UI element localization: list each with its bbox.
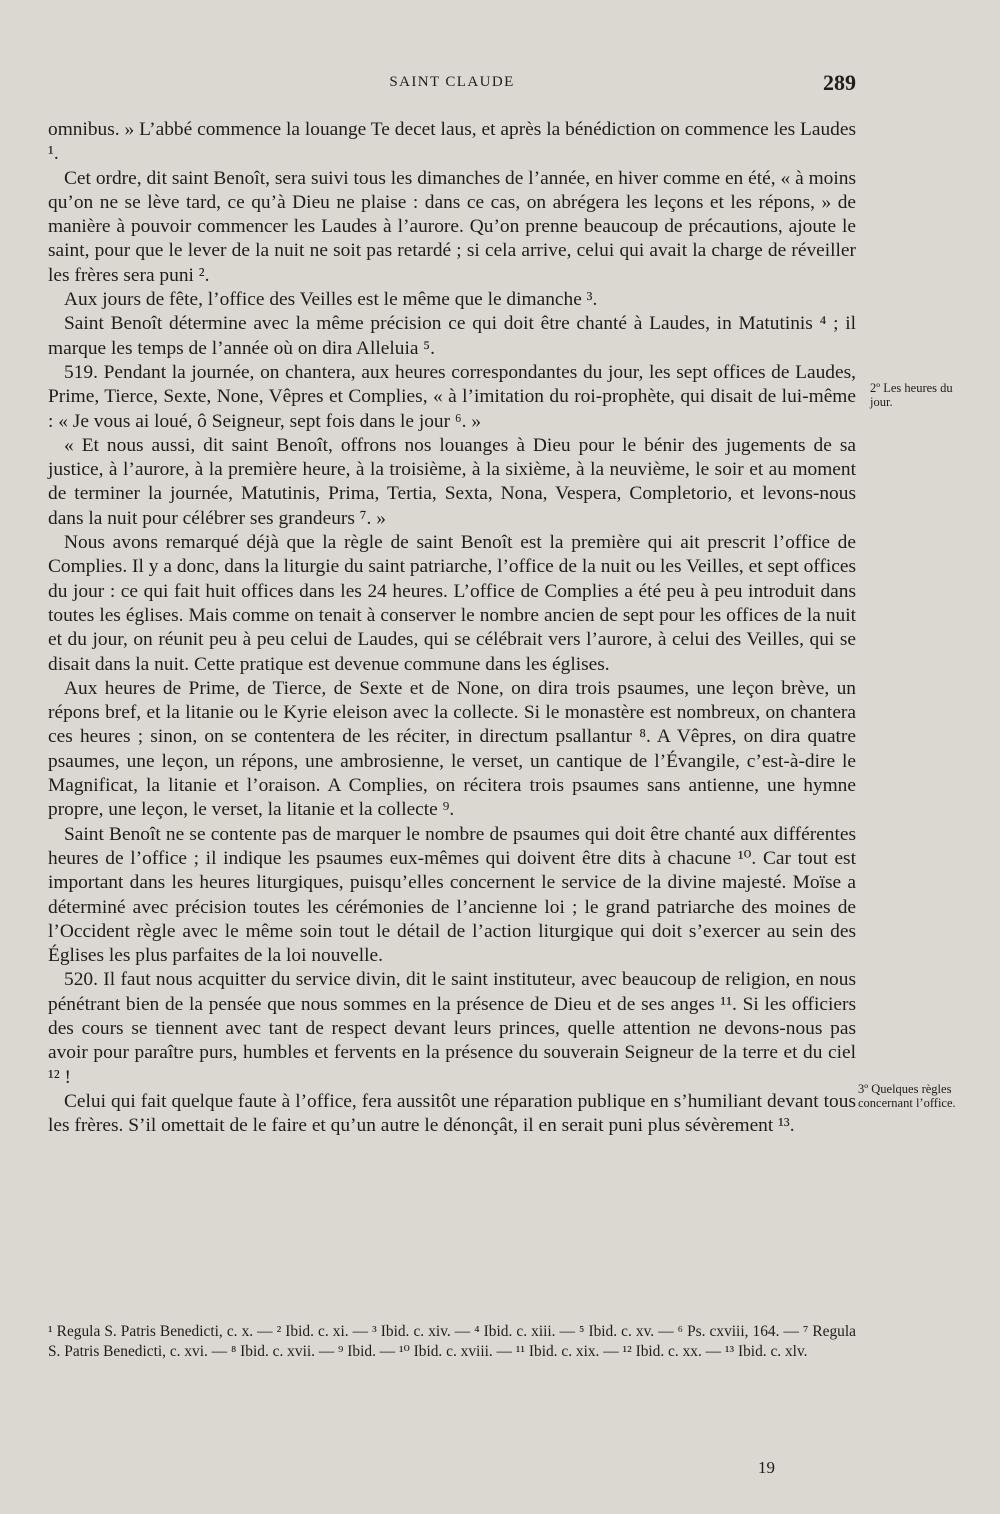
paragraph: Cet ordre, dit saint Benoît, sera suivi tous les dimanches de l’année, en hiver comme en été, « à moins qu’on ne se lève tard, ce qu’à Dieu ne plaise : dans ce cas, on abrégera les leçons et les répons, » de manière à pouvoir commencer les Laudes à l’aurore. Qu’on prenne beaucoup de précautions, ajoute le saint, pour que le lever de la nuit ne soit pas retardé ; si cela arrive, celui qui avait la charge de réveiller les frères sera puni ². <box>48 167 856 286</box>
footnotes <box>48 1322 856 1362</box>
page-number: 289 <box>823 70 856 95</box>
running-head: SAINT CLAUDE <box>389 74 515 90</box>
paragraph: Aux heures de Prime, de Tierce, de Sexte et de None, on dira trois psaumes, une leçon brève, un répons bref, et la litanie ou le Kyrie eleison avec la collecte. Si le monastère est nombreux, on chantera ces heures ; sinon, on se contentera de les réciter, in directum psallantur ⁸. A Vêpres, on dira quatre psaumes, une leçon, un répons, une ambrosienne, le verset, un cantique de l’Évangile, c’est-à-dire le Magnificat, la litanie et l’oraison. A Complies, on récitera trois psaumes sans antienne, une hymne propre, une leçon, le verset, la litanie et la collecte ⁹. <box>48 677 856 821</box>
paragraph: Nous avons remarqué déjà que la règle de saint Benoît est la première qui ait prescrit l’office de Complies. Il y a donc, dans la liturgie du saint patriarche, l’office de la nuit ou les Veilles, et sept offices du jour : ce qui fait huit offices dans les 24 heures. L’office de Complies a été peu à peu introduit dans toutes les églises. Mais comme on tenait à conserver le nombre ancien de sept pour les offices de la nuit et du jour, on réunit peu à peu celui de Laudes, qui se célébrait vers l’aurore, à celui des Veilles, qui se disait dans la nuit. Cette pratique est devenue commune dans les églises. <box>48 532 856 675</box>
signature-mark: 19 <box>758 1458 775 1477</box>
footnote-text: ¹ Regula S. Patris Benedicti, c. x. — ² Ibid. c. xi. — ³ Ibid. c. xiv. — ⁴ Ibid. c. xiii. — ⁵ Ibid. c. xv. — ⁶ Ps. cxviii, 164. — ⁷ Regula S. Patris Benedicti, c. xvi. — ⁸ Ibid. c. xvii. — ⁹ Ibid. — ¹⁰ Ibid. c. xviii. — ¹¹ Ibid. c. xix. — ¹² Ibid. c. xx. — ¹³ Ibid. c. xlv. <box>48 1323 856 1360</box>
paragraph: Saint Benoît détermine avec la même précision ce qui doit être chanté à Laudes, in Matutinis ⁴ ; il marque les temps de l’année où on dira Alleluia ⁵. <box>48 313 856 359</box>
margin-note-rules: 3º Quelques règles concernant l’office. <box>858 1082 956 1110</box>
paragraph: 520. Il faut nous acquitter du service divin, dit le saint instituteur, avec beaucoup de religion, en nous pénétrant bien de la pensée que nous sommes en la présence de Dieu et de ses anges ¹¹. Si les officiers des cours se tiennent avec tant de respect devant leurs princes, quelle attention ne devons-nous pas avoir pour paraître purs, humbles et fervents en la présence du souverain Seigneur de la terre et du ciel ¹² ! <box>48 969 856 1088</box>
paragraph: 519. Pendant la journée, on chantera, aux heures correspondantes du jour, les sept offices de Laudes, Prime, Tierce, Sexte, None, Vêpres et Complies, « à l’imitation du roi-prophète, qui disait de lui-même : « Je vous ai loué, ô Seigneur, sept fois dans le jour ⁶. » <box>48 361 856 432</box>
paragraph: Celui qui fait quelque faute à l’office, fera aussitôt une réparation publique en s’humiliant devant tous les frères. S’il omettait de le faire et qu’un autre le dénonçât, il en serait puni plus sévèrement ¹³. <box>48 1090 856 1137</box>
body-text <box>48 118 856 1138</box>
paragraph: omnibus. » L’abbé commence la louange Te decet laus, et après la bénédiction on commence les Laudes ¹. <box>48 119 856 165</box>
paragraph: « Et nous aussi, dit saint Benoît, offrons nos louanges à Dieu pour le bénir des jugements de sa justice, à l’aurore, à la première heure, à la troisième, à la sixième, à la neuvième, le soir et au moment de terminer la journée, Matutinis, Prima, Tertia, Sexta, Nona, Vespera, Completorio, et levons-nous dans la nuit pour célébrer ses grandeurs ⁷. » <box>48 434 856 529</box>
paragraph: Aux jours de fête, l’office des Veilles est le même que le dimanche ³. <box>64 289 598 311</box>
margin-note-hours: 2º Les heures du jour. <box>870 381 953 409</box>
paragraph: Saint Benoît ne se contente pas de marquer le nombre de psaumes qui doit être chanté aux différentes heures de l’office ; il indique les psaumes eux-mêmes qui doivent être dits à chacune ¹⁰. Car tout est important dans les heures liturgiques, puisqu’elles concernent le service de la divine majesté. Moïse a déterminé avec précision toutes les cérémonies de l’ancienne loi ; le grand patriarche des moines de l’Occident règle avec le même soin tout le détail de l’action liturgique qui doit s’exercer au sein des Églises les plus parfaites de la loi nouvelle. <box>48 823 856 967</box>
page-header <box>48 72 856 100</box>
